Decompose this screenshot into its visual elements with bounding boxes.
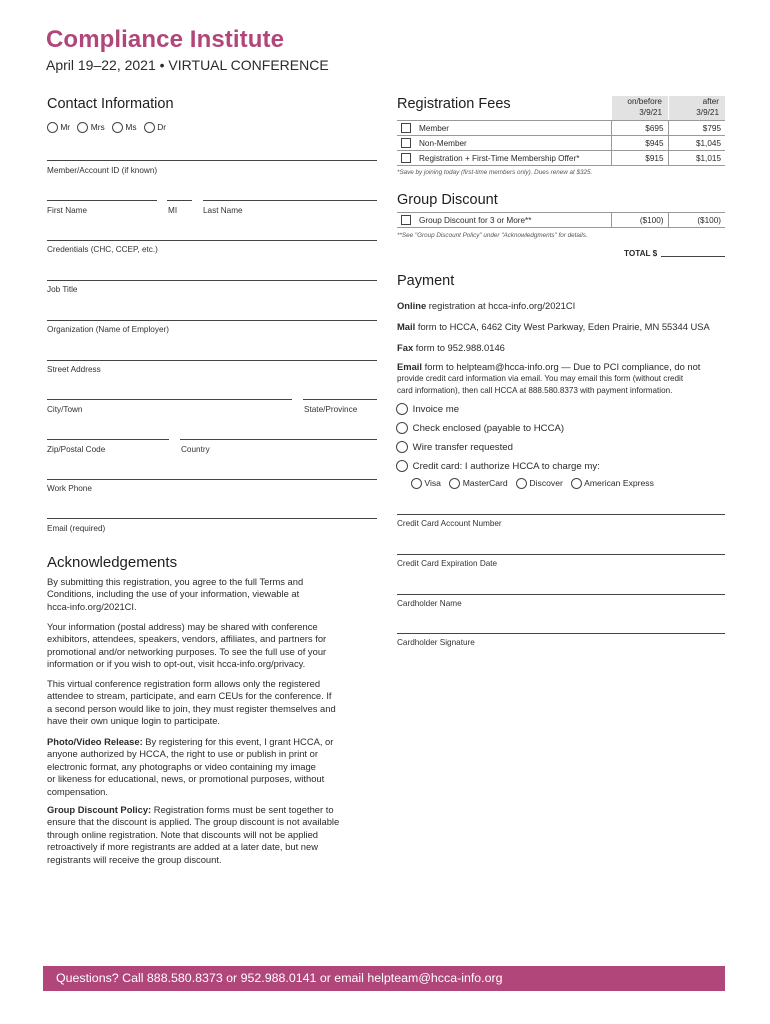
street-field[interactable] [47, 360, 377, 361]
contact-heading: Contact Information [47, 96, 174, 112]
radio-icon[interactable] [396, 441, 408, 453]
payment-fax: Fax form to 952.988.0146 [397, 342, 505, 353]
city-label: City/Town [47, 405, 83, 414]
organization-label: Organization (Name of Employer) [47, 325, 169, 334]
country-label: Country [181, 445, 210, 454]
cardholder-name-label: Cardholder Name [397, 599, 462, 608]
work-phone-field[interactable] [47, 479, 377, 480]
checkbox-nonmember[interactable] [401, 138, 411, 148]
fee-after: $1,015 [668, 151, 725, 166]
ack-paragraph-3: This virtual conference registration form allows only the registered attendee to stream, participate, and earn CEUs for the conference. If a second person would like to join, they must register themselves and have their own unique login to participate. [47, 678, 336, 727]
option-invoice[interactable]: Invoice me [396, 403, 459, 415]
payment-mail: Mail form to HCCA, 6462 City West Parkway, Eden Prairie, MN 55344 USA [397, 321, 710, 332]
group-label: Group Discount for 3 or More** [415, 213, 611, 228]
option-wire[interactable]: Wire transfer requested [396, 441, 513, 453]
option-check[interactable]: Check enclosed (payable to HCCA) [396, 422, 564, 434]
fees-col-before-header: on/before 3/9/21 [612, 96, 668, 120]
radio-icon[interactable] [449, 478, 460, 489]
radio-icon[interactable] [396, 460, 408, 472]
country-field[interactable] [180, 439, 377, 440]
card-visa[interactable]: Visa [411, 478, 441, 488]
credentials-label: Credentials (CHC, CCEP, etc.) [47, 245, 158, 254]
fees-table [397, 120, 725, 166]
fees-note: *Save by joining today (first-time members only). Dues renew at $325. [397, 169, 593, 176]
card-amex[interactable]: American Express [571, 478, 654, 488]
credentials-field[interactable] [47, 240, 377, 241]
ack-paragraph-1: By submitting this registration, you agree to the full Terms and Conditions, including the use of your information, viewable at hcca-info.org/2021CI. [47, 576, 304, 612]
cardholder-name-field[interactable] [397, 594, 725, 595]
radio-icon[interactable] [112, 122, 123, 133]
footer-bar: Questions? Call 888.580.8373 or 952.988.0141 or email helpteam@hcca-info.org [43, 966, 725, 991]
fee-after: $1,045 [668, 136, 725, 151]
last-name-field[interactable] [203, 200, 377, 201]
email-field[interactable] [47, 518, 377, 519]
card-number-label: Credit Card Account Number [397, 519, 502, 528]
cardholder-signature-field[interactable] [397, 633, 725, 634]
salutation-mrs[interactable]: Mrs [77, 122, 104, 132]
group-heading: Group Discount [397, 192, 498, 208]
zip-field[interactable] [47, 439, 169, 440]
mi-field[interactable] [167, 200, 192, 201]
salutation-dr[interactable]: Dr [144, 122, 166, 132]
payment-email-line2: provide credit card information via email. You may email this form (without credit [397, 374, 684, 383]
salutation-mr[interactable]: Mr [47, 122, 70, 132]
last-name-label: Last Name [203, 206, 243, 215]
cardholder-signature-label: Cardholder Signature [397, 638, 475, 647]
radio-icon[interactable] [571, 478, 582, 489]
payment-email: Email form to helpteam@hcca-info.org — Due to PCI compliance, do not [397, 361, 701, 372]
zip-label: Zip/Postal Code [47, 445, 106, 454]
payment-online: Online registration at hcca-info.org/2021CI [397, 300, 576, 311]
member-id-label: Member/Account ID (if known) [47, 166, 158, 175]
option-credit-card[interactable]: Credit card: I authorize HCCA to charge my: [396, 460, 600, 472]
fee-row-nonmember [397, 136, 725, 151]
card-expiration-field[interactable] [397, 554, 725, 555]
job-title-label: Job Title [47, 285, 78, 294]
first-name-label: First Name [47, 206, 88, 215]
group-note: **See "Group Discount Policy" under "Acknowledgments" for details. [397, 232, 588, 239]
fee-row-member [397, 121, 725, 136]
fee-before: $695 [611, 121, 668, 136]
member-id-field[interactable] [47, 160, 377, 161]
checkbox-membership-offer[interactable] [401, 153, 411, 163]
ack-heading: Acknowledgements [47, 554, 178, 571]
ack-paragraph-2: Your information (postal address) may be shared with conference exhibitors, attendees, speakers, vendors, affiliates, and partners for promotional and/or networking purposes. To see the full use of your information or if you wish to opt-out, visit hcca-info.org/privacy. [47, 621, 327, 670]
fee-before: $945 [611, 136, 668, 151]
radio-icon[interactable] [47, 122, 58, 133]
mi-label: MI [168, 206, 178, 215]
card-types [411, 478, 654, 489]
city-field[interactable] [47, 399, 292, 400]
radio-icon[interactable] [396, 422, 408, 434]
card-mastercard[interactable]: MasterCard [449, 478, 507, 488]
fee-label: Non-Member [415, 136, 611, 151]
fee-row-membership-offer [397, 151, 725, 166]
checkbox-group-discount[interactable] [401, 215, 411, 225]
salutation-ms[interactable]: Ms [112, 122, 137, 132]
salutation-group [47, 122, 166, 133]
group-before: ($100) [611, 213, 668, 228]
fee-label: Member [415, 121, 611, 136]
radio-icon[interactable] [144, 122, 155, 133]
radio-icon[interactable] [516, 478, 527, 489]
total-field[interactable] [661, 256, 725, 257]
fee-label: Registration + First-Time Membership Offer* [415, 151, 611, 166]
street-label: Street Address [47, 365, 101, 374]
email-label: Email (required) [47, 524, 106, 533]
group-table [397, 212, 725, 228]
work-phone-label: Work Phone [47, 484, 92, 493]
card-discover[interactable]: Discover [516, 478, 563, 488]
fees-heading: Registration Fees [397, 96, 511, 112]
state-field[interactable] [303, 399, 377, 400]
radio-icon[interactable] [396, 403, 408, 415]
total-label: TOTAL $ [624, 249, 658, 258]
payment-email-line3: card information), then call HCCA at 888.580.8373 with payment information. [397, 386, 673, 395]
card-expiration-label: Credit Card Expiration Date [397, 559, 498, 568]
job-title-field[interactable] [47, 280, 377, 281]
fee-after: $795 [668, 121, 725, 136]
fee-before: $915 [611, 151, 668, 166]
first-name-field[interactable] [47, 200, 157, 201]
page-subtitle: April 19–22, 2021 • VIRTUAL CONFERENCE [46, 57, 329, 73]
group-row [397, 213, 725, 228]
page-title: Compliance Institute [46, 26, 285, 53]
group-after: ($100) [668, 213, 725, 228]
organization-field[interactable] [47, 320, 377, 321]
radio-icon[interactable] [77, 122, 88, 133]
radio-icon[interactable] [411, 478, 422, 489]
ack-paragraph-5: Group Discount Policy: Registration forms must be sent together to ensure that the discount is applied. The group discount is not available through online registration. Note that discounts will not be applied retroactively if more registrants are added at a later date, but new registrants will receive the group discount. [47, 804, 340, 865]
payment-heading: Payment [397, 273, 455, 289]
card-number-field[interactable] [397, 514, 725, 515]
checkbox-member[interactable] [401, 123, 411, 133]
ack-paragraph-4: Photo/Video Release: By registering for this event, I grant HCCA, or anyone authorized by HCCA, the right to use or publish in print or electronic format, any photographs or video containing my image or likeness for educational, news, or promotional purposes, without compensation. [47, 736, 334, 797]
state-label: State/Province [304, 405, 358, 414]
fees-col-after-header: after 3/9/21 [669, 96, 725, 120]
